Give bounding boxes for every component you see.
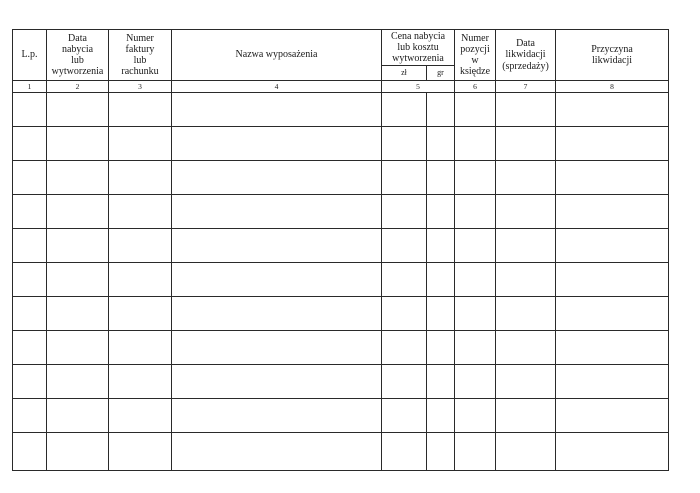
- table-row: [13, 297, 669, 331]
- table-row: [13, 229, 669, 263]
- table-cell[interactable]: [47, 399, 109, 433]
- table-cell[interactable]: [172, 127, 382, 161]
- table-cell[interactable]: [47, 365, 109, 399]
- table-cell[interactable]: [13, 161, 47, 195]
- table-cell[interactable]: [496, 263, 556, 297]
- header-price-zl: zł: [382, 66, 427, 81]
- table-row: [13, 433, 669, 471]
- table-cell[interactable]: [382, 93, 427, 127]
- table-cell[interactable]: [382, 229, 427, 263]
- table-cell[interactable]: [556, 161, 669, 195]
- table-cell[interactable]: [496, 195, 556, 229]
- table-cell[interactable]: [172, 297, 382, 331]
- table-cell[interactable]: [172, 93, 382, 127]
- table-cell[interactable]: [496, 433, 556, 471]
- column-number: 3: [109, 81, 172, 93]
- table-cell[interactable]: [427, 297, 455, 331]
- table-cell[interactable]: [556, 433, 669, 471]
- header-price-gr: gr: [427, 66, 455, 81]
- table-cell[interactable]: [455, 93, 496, 127]
- table-cell[interactable]: [109, 93, 172, 127]
- table-cell[interactable]: [172, 365, 382, 399]
- table-cell[interactable]: [109, 297, 172, 331]
- column-number: 6: [455, 81, 496, 93]
- table-cell[interactable]: [556, 297, 669, 331]
- column-number: 2: [47, 81, 109, 93]
- header-liquidation-date: Data likwidacji (sprzedaży): [496, 30, 556, 81]
- table-cell[interactable]: [109, 161, 172, 195]
- table-cell[interactable]: [109, 433, 172, 471]
- column-number: 4: [172, 81, 382, 93]
- table-cell[interactable]: [47, 127, 109, 161]
- table-cell[interactable]: [382, 161, 427, 195]
- table-cell[interactable]: [496, 229, 556, 263]
- table-cell[interactable]: [172, 161, 382, 195]
- table-row: [13, 399, 669, 433]
- table-cell[interactable]: [13, 433, 47, 471]
- table-row: [13, 127, 669, 161]
- table-cell[interactable]: [455, 365, 496, 399]
- table-cell[interactable]: [427, 127, 455, 161]
- table-cell[interactable]: [496, 365, 556, 399]
- table-row: [13, 161, 669, 195]
- table-cell[interactable]: [47, 161, 109, 195]
- table-cell[interactable]: [109, 229, 172, 263]
- table-cell[interactable]: [496, 161, 556, 195]
- table-cell[interactable]: [13, 263, 47, 297]
- equipment-register-table: [12, 29, 669, 471]
- table-cell[interactable]: [427, 263, 455, 297]
- table-cell[interactable]: [496, 93, 556, 127]
- table-cell[interactable]: [47, 195, 109, 229]
- table-cell[interactable]: [455, 297, 496, 331]
- table-cell[interactable]: [382, 195, 427, 229]
- table-cell[interactable]: [13, 195, 47, 229]
- table-cell[interactable]: [427, 399, 455, 433]
- header-liquidation-reason: Przyczyna likwidacji: [556, 30, 669, 81]
- table-cell[interactable]: [172, 331, 382, 365]
- table-cell[interactable]: [427, 161, 455, 195]
- table-cell[interactable]: [427, 365, 455, 399]
- table-cell[interactable]: [382, 331, 427, 365]
- table-cell[interactable]: [556, 263, 669, 297]
- table-cell[interactable]: [109, 331, 172, 365]
- table-cell[interactable]: [427, 331, 455, 365]
- table-cell[interactable]: [172, 263, 382, 297]
- header-equipment-name: Nazwa wyposażenia: [172, 30, 382, 81]
- table-cell[interactable]: [47, 433, 109, 471]
- table-row: [13, 365, 669, 399]
- column-number-row: [13, 81, 669, 93]
- table-cell[interactable]: [556, 195, 669, 229]
- table-cell[interactable]: [556, 331, 669, 365]
- table-cell[interactable]: [382, 399, 427, 433]
- table-cell[interactable]: [496, 297, 556, 331]
- table-cell[interactable]: [47, 297, 109, 331]
- table-cell[interactable]: [455, 127, 496, 161]
- column-number: 1: [13, 81, 47, 93]
- header-lp: L.p.: [13, 30, 47, 81]
- header-ledger-position: Numer pozycji w księdze: [455, 30, 496, 81]
- table-cell[interactable]: [455, 229, 496, 263]
- table-cell[interactable]: [109, 127, 172, 161]
- table-cell[interactable]: [455, 263, 496, 297]
- table-cell[interactable]: [427, 229, 455, 263]
- table-cell[interactable]: [109, 263, 172, 297]
- table-cell[interactable]: [172, 433, 382, 471]
- table-cell[interactable]: [556, 93, 669, 127]
- table-cell[interactable]: [13, 331, 47, 365]
- table-cell[interactable]: [556, 365, 669, 399]
- table-cell[interactable]: [13, 297, 47, 331]
- table-cell[interactable]: [47, 229, 109, 263]
- column-number: 8: [556, 81, 669, 93]
- table-row: [13, 263, 669, 297]
- table-row: [13, 93, 669, 127]
- table-cell[interactable]: [13, 365, 47, 399]
- header-invoice-number: Numer faktury lub rachunku: [109, 30, 172, 81]
- table-cell[interactable]: [455, 433, 496, 471]
- table-cell[interactable]: [13, 399, 47, 433]
- table-cell[interactable]: [427, 433, 455, 471]
- table-cell[interactable]: [172, 229, 382, 263]
- table-cell[interactable]: [172, 399, 382, 433]
- table-cell[interactable]: [382, 127, 427, 161]
- table-cell[interactable]: [47, 263, 109, 297]
- table-cell[interactable]: [556, 399, 669, 433]
- column-number: 7: [496, 81, 556, 93]
- table-cell[interactable]: [455, 399, 496, 433]
- table-cell[interactable]: [556, 127, 669, 161]
- table-cell[interactable]: [109, 195, 172, 229]
- table-cell[interactable]: [47, 331, 109, 365]
- table-cell[interactable]: [556, 229, 669, 263]
- table-cell[interactable]: [382, 297, 427, 331]
- table-cell[interactable]: [455, 161, 496, 195]
- table-cell[interactable]: [13, 229, 47, 263]
- table-cell[interactable]: [172, 195, 382, 229]
- table-cell[interactable]: [13, 127, 47, 161]
- column-number: 5: [382, 81, 455, 93]
- table-cell[interactable]: [455, 331, 496, 365]
- table-row: [13, 331, 669, 365]
- table-cell[interactable]: [496, 127, 556, 161]
- table-cell[interactable]: [13, 93, 47, 127]
- table-cell[interactable]: [382, 365, 427, 399]
- header-acquisition-date: Data nabycia lub wytworzenia: [47, 30, 109, 81]
- table-cell[interactable]: [382, 433, 427, 471]
- header-price: Cena nabycia lub kosztu wytworzenia: [382, 30, 455, 66]
- table-row: [13, 195, 669, 229]
- table-cell[interactable]: [427, 93, 455, 127]
- table-cell[interactable]: [109, 399, 172, 433]
- table-cell[interactable]: [496, 331, 556, 365]
- table-cell[interactable]: [109, 365, 172, 399]
- table-cell[interactable]: [47, 93, 109, 127]
- table-cell[interactable]: [382, 263, 427, 297]
- table-cell[interactable]: [455, 195, 496, 229]
- table-cell[interactable]: [496, 399, 556, 433]
- table-cell[interactable]: [427, 195, 455, 229]
